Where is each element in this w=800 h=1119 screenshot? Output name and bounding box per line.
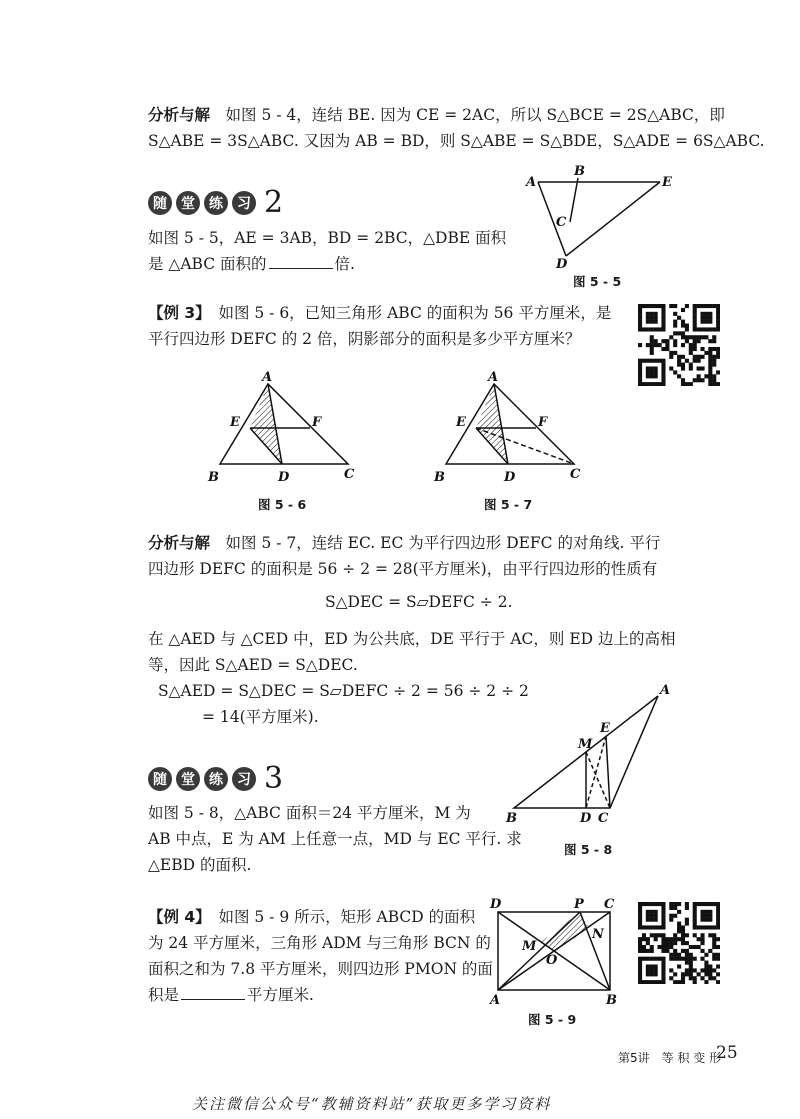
figure-5-6 <box>200 368 370 488</box>
answer-blank[interactable] <box>269 254 333 269</box>
practice-2-line-2a: 是 △ABC 面积的 <box>148 255 267 273</box>
practice-badge: 随 <box>148 191 172 215</box>
lesson-title: 第5讲 等 积 变 形 <box>618 1051 722 1065</box>
fig59-label-a: A <box>490 993 501 1008</box>
fig58-label-d: D <box>580 811 592 826</box>
analysis-2-cont <box>148 626 676 678</box>
fig59-label-b: B <box>606 993 617 1008</box>
figure-5-8 <box>500 682 685 827</box>
figure-5-8-caption: 图 5 - 8 <box>564 842 613 857</box>
analysis-2 <box>148 530 660 582</box>
analysis-2-line-6: = 14(平方厘米). <box>202 708 319 726</box>
analysis-label: 分析与解 <box>148 534 211 552</box>
example-4 <box>148 904 493 1008</box>
practice-2-line-2b: 倍. <box>334 255 355 273</box>
example-4-line-2: 为 24 平方厘米，三角形 ADM 与三角形 BCN 的 <box>148 934 491 952</box>
fig55-label-d: D <box>556 257 568 270</box>
fig57-label-e: E <box>456 415 466 430</box>
fig58-label-a: A <box>660 683 671 698</box>
fig56-label-e: E <box>230 415 240 430</box>
analysis-1 <box>148 102 765 154</box>
practice-3-line-2: AB 中点，E 为 AM 上任意一点，MD 与 EC 平行. 求 <box>148 830 522 848</box>
example-4-line-3: 面积之和为 7.8 平方厘米，则四边形 PMON 的面 <box>148 960 493 978</box>
fig58-label-m: M <box>578 737 593 752</box>
analysis-1-line-1: 如图 5 - 4，连结 BE. 因为 CE = 2AC，所以 S△BCE = 2S△ABC，即 <box>210 106 725 124</box>
fig55-label-e: E <box>662 175 672 190</box>
practice-badge: 随 <box>148 767 172 791</box>
fig57-label-d: D <box>504 470 516 485</box>
analysis-2-formula: S△DEC = S▱DEFC ÷ 2. <box>325 593 513 611</box>
fig58-label-c: C <box>598 811 609 826</box>
practice-badge: 堂 <box>176 767 200 791</box>
practice-3-text <box>148 800 522 878</box>
fig56-label-b: B <box>208 470 219 485</box>
fig59-label-d: D <box>490 897 502 912</box>
practice-badge: 习 <box>232 191 256 215</box>
fig59-label-c: C <box>604 897 615 912</box>
fig56-label-c: C <box>344 467 355 482</box>
example-4-line-4a: 积是 <box>148 986 180 1004</box>
practice-3-line-3: △EBD 的面积. <box>148 856 252 874</box>
practice-2-text <box>148 225 506 277</box>
analysis-label: 分析与解 <box>148 106 211 124</box>
example-label: 【例 3】 <box>148 304 203 322</box>
practice-number: 2 <box>264 185 284 220</box>
fig56-label-d: D <box>278 470 290 485</box>
fig55-label-a: A <box>526 175 537 190</box>
practice-badge: 练 <box>204 767 228 791</box>
fig58-label-b: B <box>506 811 517 826</box>
practice-3-heading <box>148 761 284 796</box>
fig59-label-p: P <box>574 897 584 912</box>
example-4-line-4b: 平方厘米. <box>247 986 314 1004</box>
analysis-2-line-3: 在 △AED 与 △CED 中，ED 为公共底，DE 平行于 AC，则 ED 边上的高相 <box>148 630 676 648</box>
page-number: 25 <box>716 1043 738 1063</box>
figure-5-9 <box>486 896 624 1008</box>
fig57-label-c: C <box>570 467 581 482</box>
example-label: 【例 4】 <box>148 908 203 926</box>
practice-3-line-1: 如图 5 - 8，△ABC 面积＝24 平方厘米，M 为 <box>148 804 471 822</box>
fig57-label-b: B <box>434 470 445 485</box>
analysis-2-line-2: 四边形 DEFC 的面积是 56 ÷ 2 = 28(平方厘米)，由平行四边形的性质有 <box>148 560 658 578</box>
fig57-label-a: A <box>488 370 499 385</box>
figure-5-6-caption: 图 5 - 6 <box>258 497 307 512</box>
practice-badge: 堂 <box>176 191 200 215</box>
practice-2-line-1: 如图 5 - 5，AE = 3AB，BD = 2BC，△DBE 面积 <box>148 229 507 247</box>
analysis-1-line-2: S△ABE = 3S△ABC. 又因为 AB = BD，则 S△ABE = S△BDE，S△ADE = 6S△ABC. <box>148 132 765 150</box>
fig59-label-n: N <box>592 927 604 942</box>
figure-5-5 <box>518 160 678 270</box>
fig56-label-f: F <box>312 415 322 430</box>
fig55-label-c: C <box>556 215 567 230</box>
fig58-label-e: E <box>600 721 610 736</box>
figure-5-7-caption: 图 5 - 7 <box>484 497 533 512</box>
example-4-line-1: 如图 5 - 9 所示，矩形 ABCD 的面积 <box>202 908 476 926</box>
figure-5-9-caption: 图 5 - 9 <box>528 1012 577 1027</box>
practice-2-heading <box>148 185 284 220</box>
practice-badge: 练 <box>204 191 228 215</box>
qr-code[interactable] <box>638 304 720 386</box>
fig55-label-b: B <box>574 164 585 179</box>
fig59-label-o: O <box>546 953 558 968</box>
figure-5-5-caption: 图 5 - 5 <box>573 274 622 289</box>
example-3-line-2: 平行四边形 DEFC 的 2 倍，阴影部分的面积是多少平方厘米？ <box>148 330 581 348</box>
example-3 <box>148 300 611 352</box>
practice-number: 3 <box>264 761 284 796</box>
analysis-2-calc <box>158 678 529 730</box>
example-3-line-1: 如图 5 - 6，已知三角形 ABC 的面积为 56 平方厘米，是 <box>202 304 612 322</box>
analysis-2-line-4: 等，因此 S△AED = S△DEC. <box>148 656 358 674</box>
figure-5-7 <box>426 368 596 488</box>
fig57-label-f: F <box>538 415 548 430</box>
practice-badge: 习 <box>232 767 256 791</box>
analysis-2-line-5: S△AED = S△DEC = S▱DEFC ÷ 2 = 56 ÷ 2 ÷ 2 <box>158 682 529 700</box>
fig59-label-m: M <box>522 939 537 954</box>
fig56-label-a: A <box>262 370 273 385</box>
qr-code[interactable] <box>638 902 720 984</box>
answer-blank[interactable] <box>181 985 245 1000</box>
analysis-2-line-1: 如图 5 - 7，连结 EC. EC 为平行四边形 DEFC 的对角线. 平行 <box>210 534 661 552</box>
watermark: 关注微信公众号“教辅资料站”获取更多学习资料 <box>192 1095 552 1113</box>
